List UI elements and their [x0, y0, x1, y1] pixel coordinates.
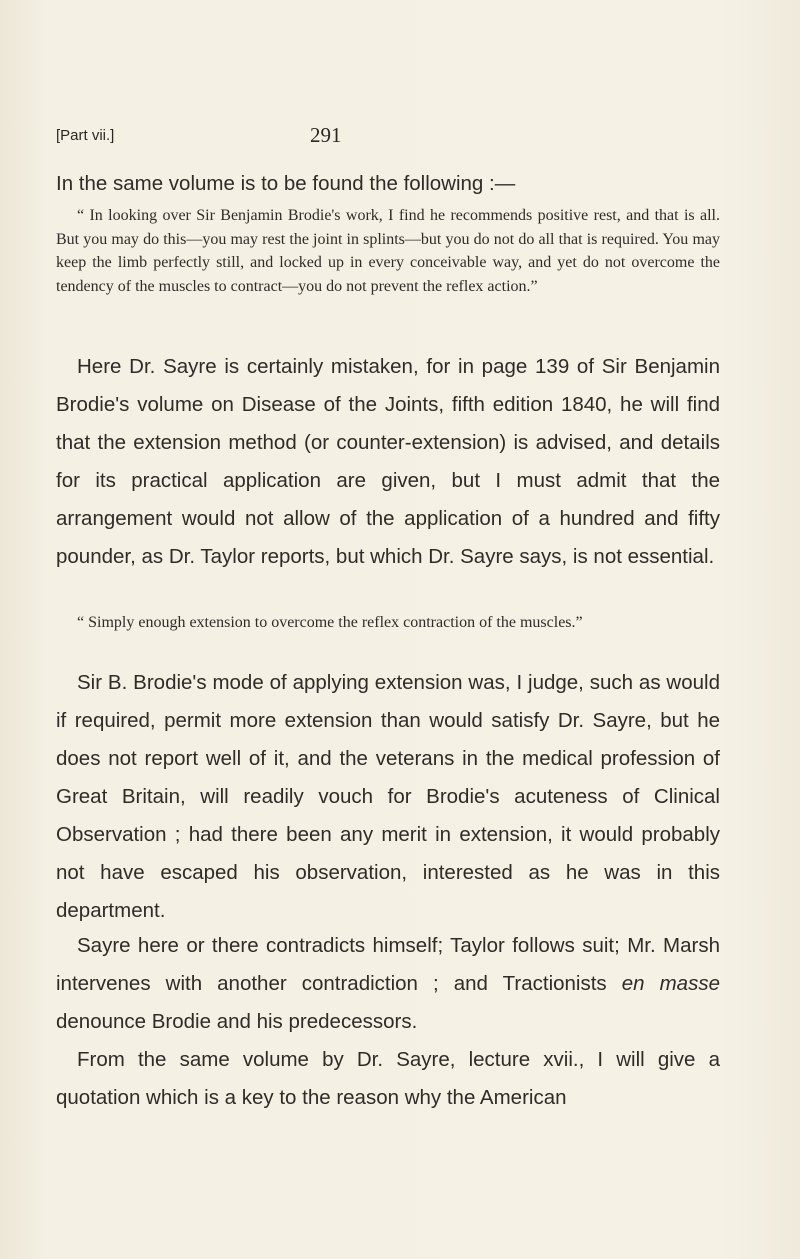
body-paragraph-3: Sir B. Brodie's mode of applying extension was, I judge, such as would if required, permit more extension than would satisfy Dr. Sayre, but he does not report well of it, and the veterans in the medical profession of Great Britain, will readily vouch for Brodie's acuteness of Clinical Observation ; had there been any merit in extension, it would probably not have escaped his observation, interested as he was in this department.	[56, 671, 720, 922]
body-paragraph-4	[56, 927, 720, 1041]
page-number: 291	[310, 123, 342, 147]
intro-paragraph: In the same volume is to be found the following :—	[56, 172, 516, 195]
quote-paragraph-2: “ Simply enough extension to overcome the reflex contraction of the muscles.”	[77, 614, 583, 631]
body-paragraph-2: Here Dr. Sayre is certainly mistaken, for in page 139 of Sir Benjamin Brodie's volume on Disease of the Joints, fifth edition 1840, he will find that the extension method (or counter-extension) is advised, and details for its practical application are given, but I must admit that the arrangement would not allow of the application of a hundred and fifty pounder, as Dr. Taylor reports, but which Dr. Sayre says, is not essential.	[56, 355, 720, 568]
quote-paragraph-1: “ In looking over Sir Benjamin Brodie's work, I find he recommends positive rest, and that is all. But you may do this—you may rest the joint in splints—but you do not do all that is required. You may keep the limb perfectly still, and locked up in every conceivable way, and yet do not overcome the tendency of the muscles to contract—you do not prevent the reflex action.”	[56, 207, 720, 295]
para4-before: Sayre here or there contradicts himself; Taylor follows suit; Mr. Marsh intervenes with another contradiction ; and Tractionists	[56, 934, 720, 995]
para4-after: denounce Brodie and his predecessors.	[56, 1010, 418, 1033]
part-label: [Part vii.]	[56, 127, 115, 144]
running-header	[56, 123, 716, 147]
en-masse-italic: en masse	[621, 972, 720, 995]
body-paragraph-5: From the same volume by Dr. Sayre, lecture xvii., I will give a quotation which is a key to the reason why the American	[56, 1048, 720, 1109]
